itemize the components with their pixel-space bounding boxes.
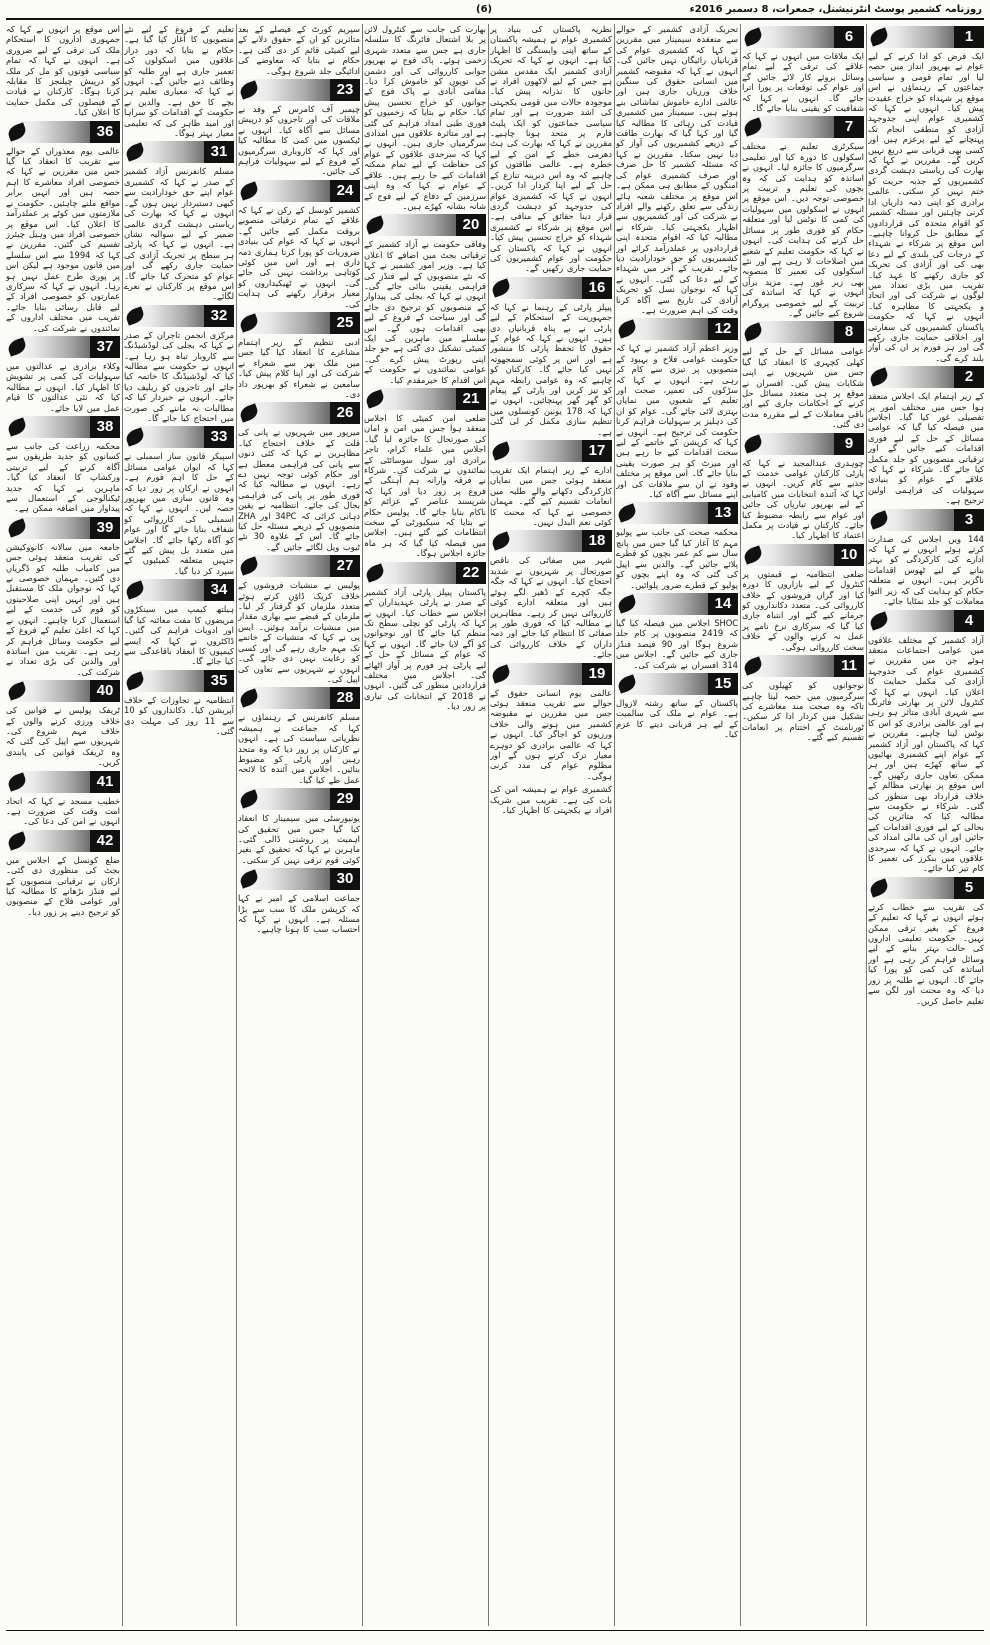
news-text: پاکستان پیپلز پارٹی آزاد کشمیر کے صدر نے پارٹی عہدیداران کے اجلاس سے خطاب کیا۔ انہوں نے کہا کہ پارٹی کو نچلی سطح تک منظم کیا جائے گا اور نوجوانوں کو آگے لایا جائے گا۔ انہوں نے کہا کہ عوام کے مسائل کے حل کے لیے پارٹی ہر فورم پر آواز اٹھائے گی۔ اجلاس میں مختلف قراردادیں منظور کی گئیں۔ انہوں نے 2018 کے انتخابات کی تیاری پر زور دیا۔ [364,586,486,712]
news-column [238,24,360,1626]
news-item [616,24,738,315]
item-number: 18 [582,530,612,552]
news-text: جامعہ میں سالانہ کانووکیشن کی تقریب منعقد ہوئی جس میں کامیاب طلبہ کو ڈگریاں دی گئیں۔ مہمان خصوصی نے کہا کہ نوجوان ملک کا مستقبل ہیں اور انہیں اپنی صلاحیتوں کو قوم کی خدمت کے لیے استعمال کرنا چاہیے۔ انہوں نے کہا کہ اعلیٰ تعلیم کے فروغ کے لیے حکومت وسائل فراہم کر رہی ہے۔ تقریب میں اساتذہ اور والدین کی بڑی تعداد نے شرکت کی۔ [6,541,120,677]
news-text: خطیب مسجد نے کہا کہ اتحاد امت وقت کی ضرورت ہے۔ انہوں نے امن کی دعا کی۔ [6,795,120,827]
bird-emblem-icon [490,664,512,683]
news-text: ایک فرض کو ادا کرنے کے لیے عوام نے بھرپور انداز میں حصہ لیا اور تمام قومی و سیاسی جماعتوں کے رہنماؤں نے اس موقع پر شہداء کو خراج عقیدت پیش کیا۔ انہوں نے کہا کہ کشمیری عوام اپنی جدوجہد آزادی کو منطقی انجام تک پہنچانے کے لیے پرعزم ہیں اور کسی بھی قربانی سے دریغ نہیں کریں گے۔ مقررین نے کہا کہ بھارت کی ریاستی دہشت گردی کشمیریوں کے جذبہ حریت کو ختم نہیں کر سکتی۔ عالمی برادری کو اپنی ذمہ داریاں ادا کرنی چاہئیں اور مسئلہ کشمیر کو اقوام متحدہ کی قراردادوں کے مطابق حل کروانا چاہیے۔ اس موقع پر شرکاء نے شہداء کے درجات کی بلندی کے لیے دعا بھی کی اور آزادی کی تحریک کو جاری رکھنے کا عہد کیا۔ تقریب میں بڑی تعداد میں لوگوں نے شرکت کی اور اتحاد و یکجہتی کا مظاہرہ کیا۔ انہوں نے کہا کہ حکومت پاکستان کشمیریوں کی سفارتی اور اخلاقی حمایت جاری رکھے گی اور ہر فورم پر ان کی آواز بلند کرے گی۔ [868,51,984,363]
item-number: 7 [834,116,864,138]
item-number: 27 [330,555,360,577]
news-text: ایک ملاقات میں انہوں نے کہا کہ علاقے کی ترقی کے لیے تمام وسائل بروئے کار لائے جائیں گے اور عوام کی توقعات پر پورا اترا جائے گا۔ انہوں نے کہا کہ شفافیت کو یقینی بنایا جائے گا۔ [742,51,864,114]
news-item [616,593,738,670]
news-text: ہیلتھ کیمپ میں سینکڑوں مریضوں کا مفت معائنہ کیا گیا اور ادویات فراہم کی گئیں۔ ڈاکٹروں نے کہا کہ ایسے کیمپوں کا انعقاد باقاعدگی سے کیا جائے گا۔ [124,604,234,667]
item-number: 15 [708,673,738,695]
news-text: اسپیکر قانون ساز اسمبلی نے کہا کہ ایوان عوامی مسائل کے حل کا اہم فورم ہے۔ انہوں نے ارکان پر زور دیا کہ وہ قانون سازی میں بھرپور حصہ لیں۔ انہوں نے کہا کہ اسمبلی کی کارروائی کو شفاف بنایا جائے گا اور عوام کو آگاہ رکھا جائے گا۔ اجلاس میں متعدد بل پیش کیے گئے جنہیں متعلقہ کمیٹیوں کے سپرد کر دیا گیا۔ [124,451,234,576]
bird-emblem-icon [616,594,638,613]
item-number: 1 [954,26,984,48]
column-divider [122,24,123,1626]
news-text: میرپور میں شہریوں نے پانی کی قلت کے خلاف احتجاج کیا۔ مظاہرین نے کہا کہ کئی دنوں سے پانی کی فراہمی معطل ہے اور حکام کوئی توجہ نہیں دے رہے۔ انہوں نے مطالبہ کیا کہ فوری طور پر پانی کی فراہمی بحال کی جائے۔ انتظامیہ نے یقین دہانی کرائی کہ 34PC اور ZHA منصوبوں کے ذریعے مسئلہ حل کیا جائے گا۔ اس کے علاوہ 30 نئے ٹیوب ویل لگائے جائیں گے۔ [238,427,360,552]
item-number: 17 [582,440,612,462]
item-number-badge [490,530,612,552]
item-number-badge [616,502,738,524]
bird-emblem-icon [6,831,28,850]
item-number: 5 [954,877,984,899]
item-number: 8 [834,321,864,343]
bird-emblem-icon [868,510,890,529]
item-number: 33 [204,426,234,448]
news-item [742,433,864,541]
news-item [238,79,360,177]
news-item [616,318,738,499]
bird-emblem-icon [742,27,764,46]
item-number: 25 [330,312,360,334]
item-number: 34 [204,579,234,601]
item-number: 42 [90,830,120,852]
bird-emblem-icon [742,545,764,564]
bird-emblem-icon [124,671,146,690]
news-item [238,402,360,552]
news-item [238,180,360,309]
column-divider [614,24,615,1626]
item-number-badge [616,673,738,695]
bird-emblem-icon [124,581,146,600]
news-text: وکلاء برادری نے عدالتوں میں سہولیات کی کمی پر تشویش کا اظہار کیا۔ انہوں نے مطالبہ کیا کہ نئی عدالتوں کا قیام عمل میں لایا جائے۔ [6,360,120,413]
item-number: 13 [708,502,738,524]
news-item [6,771,120,827]
news-item [490,784,612,815]
news-text: مسلم کانفرنس کے رہنماؤں نے کہا کہ جماعت نے ہمیشہ نظریاتی سیاست کی ہے۔ انہوں نے کارکنان پر زور دیا کہ وہ متحد رہیں اور پارٹی کو مضبوط بنائیں۔ اجلاس میں آئندہ کا لائحہ عمل طے کیا گیا۔ [238,712,360,785]
bird-emblem-icon [868,611,890,630]
news-text: وفاقی حکومت نے آزاد کشمیر کے ترقیاتی بجٹ میں اضافے کا اعلان کیا ہے۔ وزیر امور کشمیر نے کہا کہ نئے منصوبوں کے لیے فنڈز کی فراہمی یقینی بنائی جائے گی۔ انہوں نے کہا کہ بجلی کی پیداوار کے منصوبوں کو ترجیح دی جائے گی اور سیاحت کے فروغ کے لیے بھی اقدامات ہوں گے۔ اس سلسلے میں ماہرین کی ایک کمیٹی تشکیل دی گئی ہے جو جلد اپنی رپورٹ پیش کرے گی۔ عوامی نمائندوں نے حکومت کے اس اقدام کا خیرمقدم کیا۔ [364,239,486,385]
item-number-badge [490,277,612,299]
news-column [616,24,738,1626]
bird-emblem-icon [742,118,764,137]
news-text: نوجوانوں کو کھیلوں کی سرگرمیوں میں حصہ لینا چاہیے تاکہ وہ صحت مند معاشرے کی تشکیل میں کردار ادا کر سکیں۔ ٹورنامنٹ کے اختتام پر انعامات تقسیم کیے گئے۔ [742,680,864,743]
news-item [742,321,864,429]
bird-emblem-icon [6,681,28,700]
item-number-badge [868,610,984,632]
news-item [6,24,120,118]
news-text: آزاد کشمیر کے مختلف علاقوں میں عوامی اجتماعات منعقد ہوئے جن میں مقررین نے کشمیری عوام کی جدوجہد آزادی کی مکمل حمایت کا اعلان کیا۔ انہوں نے کہا کہ کنٹرول لائن پر بھارتی فائرنگ سے شہری آبادی متاثر ہو رہی ہے اور عالمی برادری کو اس کا نوٹس لینا چاہیے۔ مقررین نے کہا کہ پاکستان اور آزاد کشمیر کے عوام اپنے کشمیری بھائیوں کے ساتھ کھڑے ہیں اور ہر ممکن تعاون جاری رکھیں گے۔ اس موقع پر بھارتی مظالم کے خلاف قرارداد بھی منظور کی گئی۔ شرکاء نے حکومت سے مطالبہ کیا کہ متاثرین کی بحالی کے لیے فوری اقدامات کیے جائیں اور ان کی مالی امداد کی جائے۔ انہوں نے کہا کہ سرحدی علاقوں میں بنکرز کی تعمیر کا کام تیز کیا جائے۔ [868,634,984,874]
bird-emblem-icon [868,27,890,46]
item-number-badge [742,321,864,343]
item-number-badge [238,555,360,577]
bird-emblem-icon [490,278,512,297]
news-item [868,26,984,363]
news-text: چوہدری عبدالمجید نے کہا کہ پارٹی کارکنان عوامی خدمت کے جذبے سے کام کریں۔ انہوں نے کہا کہ آئندہ انتخابات میں کامیابی کے لیے بھرپور تیاریاں کی جائیں اور عوام سے رابطہ مضبوط کیا جائے۔ کارکنان نے قیادت پر مکمل اعتماد کا اظہار کیا۔ [742,457,864,541]
bird-emblem-icon [238,181,260,200]
item-number-badge [238,312,360,334]
bird-emblem-icon [742,434,764,453]
item-number: 31 [204,141,234,163]
news-text: انتظامیہ نے تجاوزات کے خلاف آپریشن کیا۔ دکانداروں کو 10 سے 11 روز کی مہلت دی گئی۔ [124,694,234,736]
news-item [238,868,360,935]
item-number: 21 [456,388,486,410]
column-divider [362,24,363,1626]
news-item [6,336,120,413]
item-number: 22 [456,562,486,584]
news-item [124,24,234,138]
news-text: کے زیر اہتمام ایک اجلاس منعقد ہوا جس میں مختلف امور پر تفصیلی غور کیا گیا۔ اجلاس میں فیصلہ کیا گیا کہ عوامی مسائل کے حل کے لیے فوری اقدامات کیے جائیں گے اور ترقیاتی منصوبوں کو جلد مکمل کیا جائے گا۔ شرکاء نے کہا کہ علاقے کے عوام کو بنیادی سہولیات کی فراہمی اولین ترجیح ہے۔ [868,391,984,506]
item-number-badge [238,687,360,709]
bird-emblem-icon [6,337,28,356]
item-number-badge [742,655,864,677]
item-number: 24 [330,180,360,202]
bird-emblem-icon [238,689,260,708]
item-number: 26 [330,402,360,424]
item-number: 39 [90,517,120,539]
news-text: تحریک آزادی کشمیر کے حوالے سے منعقدہ سیمینار میں مقررین نے کہا کہ کشمیری عوام کی قربانیاں رائیگاں نہیں جائیں گی۔ انہوں نے کہا کہ مقبوضہ کشمیر میں انسانی حقوق کی سنگین خلاف ورزیاں جاری ہیں اور عالمی ادارے خاموش تماشائی بنے ہوئے ہیں۔ سیمینار میں کشمیری قیادت کی رہائی کا مطالبہ کیا گیا اور کہا گیا کہ بھارت طاقت کے ذریعے کشمیریوں کی آواز کو دبا نہیں سکتا۔ مقررین نے کہا کہ مسئلہ کشمیر کا حل صرف اور صرف کشمیری عوام کی امنگوں کے مطابق ہی ممکن ہے۔ اس موقع پر مختلف شعبہ ہائے زندگی سے تعلق رکھنے والے افراد نے شرکت کی اور کشمیریوں سے اظہار یکجہتی کیا۔ شرکاء نے مطالبہ کیا کہ اقوام متحدہ اپنی قراردادوں پر عملدرآمد کرائے اور کشمیریوں کو حق خودارادیت دیا جائے۔ تقریب کے آخر میں شہداء کے لیے دعا کی گئی۔ انہوں نے کہا کہ نوجوان نسل کو تحریک آزادی کی تاریخ سے آگاہ کرنا وقت کی اہم ضرورت ہے۔ [616,24,738,315]
item-number: 9 [834,433,864,455]
bird-emblem-icon [238,404,260,423]
item-number-badge [490,440,612,462]
item-number-badge [6,771,120,793]
bird-emblem-icon [238,557,260,576]
item-number-badge [6,336,120,358]
news-item [6,680,120,767]
news-text: ادبی تنظیم کے زیر اہتمام مشاعرے کا انعقاد کیا گیا جس میں ملک بھر سے شعراء نے شرکت کی اور اپنا کلام پیش کیا۔ سامعین نے شعراء کو بھرپور داد دی۔ [238,336,360,399]
masthead-date: روزنامہ کشمیر پوسٹ انٹرنیشنل، جمعرات، 8 دسمبر 2016ء [689,4,982,15]
news-item [238,687,360,785]
item-number-badge [868,26,984,48]
news-column [490,24,612,1626]
news-item [616,673,738,740]
column-divider [740,24,741,1626]
bird-emblem-icon [364,216,386,235]
news-item [364,388,486,559]
item-number: 20 [456,214,486,236]
bottom-rule [6,1630,984,1631]
news-text: ضلعی امن کمیٹی کا اجلاس منعقد ہوا جس میں امن و امان کی صورتحال کا جائزہ لیا گیا۔ اجلاس میں علماء کرام، تاجر برادری اور سول سوسائٹی کے نمائندوں نے شرکت کی۔ شرکاء نے فرقہ وارانہ ہم آہنگی کے فروغ پر زور دیا اور کہا کہ شرپسند عناصر کے عزائم کو ناکام بنایا جائے گا۔ پولیس حکام نے بتایا کہ سیکیورٹی کے سخت انتظامات کیے گئے ہیں۔ اجلاس میں فیصلہ کیا گیا کہ ہر ماہ جائزہ اجلاس ہوگا۔ [364,413,486,559]
item-number: 2 [954,366,984,388]
news-column [364,24,486,1626]
news-text: عالمی یوم معذوراں کے حوالے سے تقریب کا انعقاد کیا گیا جس میں مقررین نے کہا کہ خصوصی افراد معاشرے کا اہم حصہ ہیں اور انہیں برابر مواقع ملنے چاہئیں۔ حکومت نے ملازمتوں میں کوٹے پر عملدرآمد کا اعلان کیا۔ اس موقع پر خصوصی افراد میں وہیل چیئرز تقسیم کی گئیں۔ مقررین نے کہا کہ 1994 سے اس سلسلے میں قانون موجود ہے لیکن اس پر پوری طرح عمل نہیں ہو رہا۔ انہوں نے کہا کہ سرکاری عمارتوں کو خصوصی افراد کے لیے قابل رسائی بنایا جائے۔ تقریب میں مختلف اداروں کے نمائندوں نے شرکت کی۔ [6,145,120,333]
item-number-badge [364,562,486,584]
bird-emblem-icon [868,878,890,897]
bird-emblem-icon [616,674,638,693]
item-number-badge [6,830,120,852]
news-item [364,562,486,712]
news-text: SHOC اجلاس میں فیصلہ کیا گیا کہ 2419 منصوبوں پر کام جلد شروع ہوگا اور 90 فیصد فنڈز جاری کیے جائیں گے۔ اجلاس میں 314 افسران نے شرکت کی۔ [616,617,738,670]
bird-emblem-icon [742,323,764,342]
news-text: مسلم کانفرنس آزاد کشمیر کے صدر نے کہا کہ کشمیری عوام اپنے حق خودارادیت سے کبھی دستبردار نہیں ہوں گے۔ انہوں نے کہا کہ بھارت کی ریاستی دہشت گردی عالمی ضمیر کے لیے سوالیہ نشان ہے۔ انہوں نے کہا کہ پارٹی ہر سطح پر تحریک آزادی کی حمایت جاری رکھے گی اور عوام کو متحرک کیا جائے گا۔ اس موقع پر کارکنان نے نعرے لگائے۔ [124,166,234,302]
news-item [6,416,120,514]
bird-emblem-icon [6,518,28,537]
bird-emblem-icon [490,532,512,551]
item-number-badge [124,670,234,692]
news-text: ضلع کونسل کے اجلاس میں بجٹ کی منظوری دی گئی۔ ارکان نے ترقیاتی منصوبوں کے لیے فنڈز بڑھانے کا مطالبہ کیا اور عوامی فلاح کے منصوبوں کو ترجیح دینے پر زور دیا۔ [6,854,120,917]
news-item [238,788,360,865]
item-number: 30 [330,868,360,890]
news-text: ٹریفک پولیس نے قوانین کی خلاف ورزی کرنے والوں کے خلاف مہم شروع کی۔ شہریوں سے اپیل کی گئی کہ وہ ٹریفک قوانین کی پابندی کریں۔ [6,705,120,768]
bird-emblem-icon [238,790,260,809]
news-item [6,121,120,333]
bird-emblem-icon [490,441,512,460]
news-item [6,830,120,917]
news-item [868,366,984,505]
item-number: 28 [330,687,360,709]
bird-emblem-icon [616,320,638,339]
masthead [6,4,984,20]
item-number-badge [6,517,120,539]
item-number: 16 [582,277,612,299]
news-text: تعلیم کے فروغ کے لیے نئے منصوبوں کا آغاز کیا گیا ہے۔ حکام نے بتایا کہ دور دراز علاقوں میں اسکولوں کی تعمیر جاری ہے اور طلبہ کو وظائف دیے جائیں گے۔ انہوں نے کہا کہ معیاری تعلیم ہر بچے کا حق ہے۔ والدین نے حکومت کے اقدامات کو سراہا اور امید ظاہر کی کہ تعلیمی معیار بہتر ہوگا۔ [124,24,234,139]
item-number: 37 [90,336,120,358]
bird-emblem-icon [742,656,764,675]
news-text: پاکستان کے ساتھ رشتہ لازوال ہے۔ عوام نے ملک کی سالمیت کے لیے ہر قربانی دینے کا عزم کیا۔ [616,697,738,740]
item-number-badge [868,509,984,531]
news-text: اس موقع پر انہوں نے کہا کہ جمہوری اداروں کا استحکام ملک کی ترقی کے لیے ضروری ہے۔ انہوں نے کہا کہ تمام سیاسی قوتوں کو مل کر ملک کو درپیش چیلنجز کا مقابلہ کرنا ہوگا۔ کارکنان نے قیادت کے فیصلوں کی مکمل حمایت کا اعلان کیا۔ [6,24,120,118]
item-number-badge [238,180,360,202]
bird-emblem-icon [364,389,386,408]
news-text: ضلعی انتظامیہ نے قیمتوں پر کنٹرول کے لیے بازاروں کا دورہ کیا اور گراں فروشوں کے خلاف کارروائی کی۔ متعدد دکانداروں کو جرمانے کیے گئے اور انتباہ جاری کیا گیا کہ سرکاری نرخ نامے پر عمل نہ کرنے والوں کے خلاف سخت کارروائی ہوگی۔ [742,568,864,652]
item-number-badge [616,318,738,340]
item-number-badge [124,141,234,163]
bird-emblem-icon [124,306,146,325]
news-text: بھارت کی جانب سے کنٹرول لائن پر بلا اشتعال فائرنگ کا سلسلہ جاری ہے جس سے متعدد شہری زخمی ہوئے۔ پاک فوج نے بھرپور جوابی کارروائی کی اور دشمن کی توپوں کو خاموش کرا دیا۔ مقامی آبادی نے پاک فوج کے جوانوں کو خراج تحسین پیش کیا۔ حکام نے بتایا کہ زخمیوں کو فوری طبی امداد فراہم کی گئی ہے اور متاثرہ علاقوں میں امدادی سرگرمیاں جاری ہیں۔ انہوں نے کہا کہ سرحدی علاقوں کے عوام کی حفاظت کے لیے تمام ممکنہ اقدامات کیے جا رہے ہیں۔ علاقے کے عوام نے کہا کہ وہ اپنی سرزمین کے دفاع کے لیے فوج کے شانہ بشانہ کھڑے ہیں۔ [364,24,486,211]
item-number: 38 [90,416,120,438]
item-number: 11 [834,655,864,677]
item-number-badge [364,388,486,410]
bird-emblem-icon [238,870,260,889]
news-column [742,24,864,1626]
news-text: 144 ویں اجلاس کی صدارت کرتے ہوئے انہوں نے کہا کہ ادارے کی کارکردگی کو بہتر بنانے کے لیے ٹھوس اقدامات ناگزیر ہیں۔ انہوں نے متعلقہ حکام کو ہدایت کی کہ زیر التوا معاملات کو جلد نمٹایا جائے۔ [868,533,984,607]
news-text: عالمی یوم انسانی حقوق کے حوالے سے تقریب منعقد ہوئی جس میں مقررین نے مقبوضہ کشمیر میں ہونے والی خلاف ورزیوں کو اجاگر کیا۔ انہوں نے کہا کہ عالمی برادری کو دوہرے معیار ترک کرنے ہوں گے اور مظلوم عوام کی مدد کرنی ہوگی۔ [490,687,612,781]
item-number: 40 [90,680,120,702]
bird-emblem-icon [6,417,28,436]
item-number-badge [616,593,738,615]
news-text: نظریہ پاکستان کی بنیاد پر کشمیری عوام نے ہمیشہ پاکستان کے ساتھ اپنی وابستگی کا اظہار کیا ہے۔ انہوں نے کہا کہ تحریک آزادی کشمیر ایک مقدس مشن ہے جس کے لیے لاکھوں افراد نے جانوں کا نذرانہ پیش کیا۔ موجودہ حالات میں قومی یکجہتی کی اشد ضرورت ہے اور تمام سیاسی جماعتوں کو ایک پلیٹ فارم پر متحد ہونا چاہیے۔ مقررین نے کہا کہ بھارت کی ہٹ دھرمی خطے کے امن کے لیے خطرہ ہے۔ عالمی طاقتوں کو چاہیے کہ وہ اس دیرینہ تنازع کے حل کے لیے اپنا کردار ادا کریں۔ انہوں نے کہا کہ کشمیری عوام کی جدوجہد کو دہشت گردی قرار دینا حقائق کے منافی ہے۔ اس موقع پر شرکاء نے کشمیری شہداء کو خراج تحسین پیش کیا۔ انہوں نے کہا کہ پاکستان کی حکومت اور عوام کشمیریوں کی حمایت جاری رکھیں گے۔ [490,24,612,274]
item-number-badge [238,788,360,810]
news-text: سپریم کورٹ کے فیصلے کے بعد متاثرین کو ان کے حقوق دلانے کے لیے کمیٹی قائم کر دی گئی ہے۔ حکام نے بتایا کہ معاوضے کی ادائیگی جلد شروع ہوگی۔ [238,24,360,76]
column-divider [488,24,489,1626]
item-number: 3 [954,509,984,531]
item-number-badge [742,26,864,48]
bird-emblem-icon [6,772,28,791]
item-number-badge [6,121,120,143]
news-text: جماعت اسلامی کے امیر نے کہا کہ کرپشن ملک کا سب سے بڑا مسئلہ ہے۔ انہوں نے کہا کہ احتساب سب کا ہونا چاہیے۔ [238,893,360,935]
item-number: 19 [582,663,612,685]
news-text: ادارے کے زیر اہتمام ایک تقریب منعقد ہوئی جس میں نمایاں کارکردگی دکھانے والے طلبہ میں انعامات تقسیم کیے گئے۔ مہمان خصوصی نے کہا کہ محنت کا کوئی نعم البدل نہیں۔ [490,465,612,528]
bird-emblem-icon [6,122,28,141]
item-number-badge [238,79,360,101]
item-number-badge [490,663,612,685]
column-divider [236,24,237,1626]
item-number-badge [238,868,360,890]
news-item [124,670,234,737]
news-item [868,509,984,607]
news-item [616,502,738,589]
news-item [490,530,612,659]
bird-emblem-icon [124,428,146,447]
news-item [742,655,864,742]
news-text: کشمیری عوام نے ہمیشہ امن کی بات کی ہے۔ تقریب میں شریک افراد نے یکجہتی کا اظہار کیا۔ [490,784,612,815]
item-number-badge [868,366,984,388]
bird-emblem-icon [616,504,638,523]
item-number: 14 [708,593,738,615]
news-text: پیپلز پارٹی کے رہنما نے کہا کہ جمہوریت کے استحکام کے لیے پارٹی نے بے پناہ قربانیاں دی ہیں۔ انہوں نے کہا کہ عوام کے حقوق کا تحفظ پارٹی کا منشور ہے اور اس پر کوئی سمجھوتہ نہیں کیا جائے گا۔ کارکنان کو چاہیے کہ وہ عوامی رابطہ مہم کو تیز کریں اور پارٹی کے پیغام کو گھر گھر پہنچائیں۔ انہوں نے کہا کہ 178 یونین کونسلوں میں تنظیم سازی مکمل کر لی گئی ہے۔ [490,301,612,437]
bird-emblem-icon [238,313,260,332]
item-number-badge [742,544,864,566]
news-item [490,440,612,527]
item-number: 12 [708,318,738,340]
news-item [124,426,234,576]
news-text: پولیس نے منشیات فروشوں کے خلاف کریک ڈاؤن کرتے ہوئے متعدد ملزمان کو گرفتار کر لیا۔ ملزمان کے قبضے سے بھاری مقدار میں منشیات برآمد ہوئیں۔ ایس پی نے کہا کہ منشیات کے خاتمے تک مہم جاری رہے گی اور کسی کو رعایت نہیں دی جائے گی۔ انہوں نے شہریوں سے تعاون کی اپیل کی۔ [238,580,360,684]
news-item [238,24,360,76]
news-column [6,24,120,1626]
column-divider [866,24,867,1626]
news-text: یونیورسٹی میں سیمینار کا انعقاد کیا گیا جس میں تحقیق کی اہمیت پر روشنی ڈالی گئی۔ ماہرین نے کہا کہ تحقیق کے بغیر کوئی قوم ترقی نہیں کر سکتی۔ [238,813,360,865]
item-number-badge [124,579,234,601]
item-number-badge [742,116,864,138]
news-item [364,24,486,211]
bird-emblem-icon [238,80,260,99]
item-number-badge [868,877,984,899]
bird-emblem-icon [364,563,386,582]
news-text: شہر میں صفائی کی ناقص صورتحال پر شہریوں نے شدید احتجاج کیا۔ انہوں نے کہا کہ جگہ جگہ کچرے کے ڈھیر لگے ہوئے ہیں اور متعلقہ ادارے کوئی کارروائی نہیں کر رہے۔ مظاہرین نے مطالبہ کیا کہ فوری طور پر صفائی کا انتظام کیا جائے اور ذمہ داران کے خلاف کارروائی کی جائے۔ [490,555,612,660]
news-text: عوامی مسائل کے حل کے لیے کھلی کچہری کا انعقاد کیا گیا جس میں شہریوں نے اپنی شکایات پیش کیں۔ افسران نے موقع پر ہی متعدد مسائل حل کرنے کے احکامات جاری کیے اور باقی معاملات کے لیے مقررہ مدت دی گئی۔ [742,346,864,430]
news-item [124,305,234,424]
news-column [124,24,234,1626]
item-number: 10 [834,544,864,566]
news-item [238,555,360,684]
news-text: کی تقریب سے خطاب کرتے ہوئے انہوں نے کہا کہ تعلیم کے فروغ کے بغیر ترقی ممکن نہیں۔ حکومت تعلیمی اداروں کی حالت بہتر بنانے کے لیے وسائل فراہم کر رہی ہے اور اساتذہ کی کمی کو پورا کیا جائے گا۔ انہوں نے طلبہ پر زور دیا کہ وہ محنت اور لگن سے تعلیم حاصل کریں۔ [868,901,984,1006]
item-number: 23 [330,79,360,101]
news-item [364,214,486,385]
news-item [490,24,612,274]
news-item [124,141,234,301]
news-text: مرکزی انجمن تاجران کے صدر نے کہا کہ بجلی کی لوڈشیڈنگ سے کاروبار تباہ ہو رہا ہے۔ انہوں نے حکومت سے مطالبہ کیا کہ لوڈشیڈنگ کا خاتمہ کیا جائے اور تاجروں کو ریلیف دیا جائے۔ انہوں نے خبردار کیا کہ مطالبات نہ ماننے کی صورت میں احتجاج کیا جائے گا۔ [124,329,234,423]
news-item [742,26,864,113]
item-number-badge [742,433,864,455]
item-number: 32 [204,305,234,327]
news-item [490,277,612,437]
news-item [868,877,984,1006]
item-number: 35 [204,670,234,692]
news-text: چیمبر آف کامرس کے وفد نے ملاقات کی اور تاجروں کو درپیش مسائل سے آگاہ کیا۔ انہوں نے ٹیکسوں میں کمی کا مطالبہ کیا اور کہا کہ کاروباری سرگرمیوں کے فروغ کے لیے سہولیات فراہم کی جائیں۔ [238,104,360,177]
news-item [742,116,864,318]
news-text: کشمیر کونسل کے رکن نے کہا کہ علاقے کے تمام ترقیاتی منصوبے بروقت مکمل کیے جائیں گے۔ انہوں نے کہا کہ عوام کی بنیادی ضروریات کو پورا کرنا ہماری ذمہ داری ہے اور اس میں کوئی کوتاہی برداشت نہیں کی جائے گی۔ انہوں نے ٹھیکیداروں کو معیار برقرار رکھنے کی ہدایت کی۔ [238,204,360,309]
item-number: 41 [90,771,120,793]
item-number-badge [124,305,234,327]
item-number-badge [6,680,120,702]
item-number-badge [124,426,234,448]
item-number-badge [364,214,486,236]
bird-emblem-icon [124,143,146,162]
news-text: محکمہ صحت کی جانب سے پولیو مہم کا آغاز کیا گیا جس میں پانچ سال سے کم عمر بچوں کو قطرے پلائے جائیں گے۔ والدین سے اپیل کی گئی کہ وہ اپنے بچوں کو پولیو کے قطرے ضرور پلوائیں۔ [616,527,738,590]
item-number: 6 [834,26,864,48]
item-number: 29 [330,788,360,810]
page-number: (6) [476,4,493,15]
item-number-badge [6,416,120,438]
item-number: 36 [90,121,120,143]
news-item [6,517,120,677]
bird-emblem-icon [868,368,890,387]
news-item [868,610,984,874]
news-column [868,24,984,1626]
news-item [238,312,360,399]
news-text: محکمہ زراعت کی جانب سے کسانوں کو جدید طریقوں سے آگاہ کرنے کے لیے تربیتی ورکشاپ کا انعقاد کیا گیا۔ ماہرین نے کہا کہ جدید ٹیکنالوجی کے استعمال سے پیداوار میں اضافہ ممکن ہے۔ [6,441,120,514]
item-number: 4 [954,610,984,632]
item-number-badge [238,402,360,424]
news-item [742,544,864,652]
news-text: سیکرٹری تعلیم نے مختلف اسکولوں کا دورہ کیا اور تعلیمی سرگرمیوں کا جائزہ لیا۔ انہوں نے اساتذہ کو ہدایت کی کہ وہ بچوں کی تعلیم و تربیت پر خصوصی توجہ دیں۔ اس موقع پر انہوں نے اسکولوں میں سہولیات کی کمی کا نوٹس لیا اور متعلقہ حکام کو فوری طور پر مسائل حل کرنے کی ہدایت کی۔ انہوں نے کہا کہ حکومت تعلیم کے شعبے میں اصلاحات لا رہی ہے اور نئے اسکولوں کی تعمیر کا منصوبہ بھی زیر غور ہے۔ مزید برآں انہوں نے کہا کہ اساتذہ کی تربیت کے لیے خصوصی پروگرام شروع کیے جائیں گے۔ [742,141,864,318]
news-item [124,579,234,666]
news-text: وزیر اعظم آزاد کشمیر نے کہا کہ حکومت عوامی فلاح و بہبود کے منصوبوں پر تیزی سے کام کر رہی ہے۔ انہوں نے کہا کہ سڑکوں کی تعمیر، صحت اور تعلیم کے شعبوں میں نمایاں بہتری لائی جائے گی۔ عوام کو ان کی دہلیز پر سہولیات فراہم کرنا حکومت کی ترجیح ہے۔ انہوں نے کہا کہ کرپشن کے خاتمے کے لیے سخت اقدامات کیے جا رہے ہیں اور میرٹ کو ہر صورت یقینی بنایا جائے گا۔ اس موقع پر مختلف وفود نے ان سے ملاقات کی اور اپنے مسائل سے آگاہ کیا۔ [616,343,738,500]
news-item [490,663,612,782]
